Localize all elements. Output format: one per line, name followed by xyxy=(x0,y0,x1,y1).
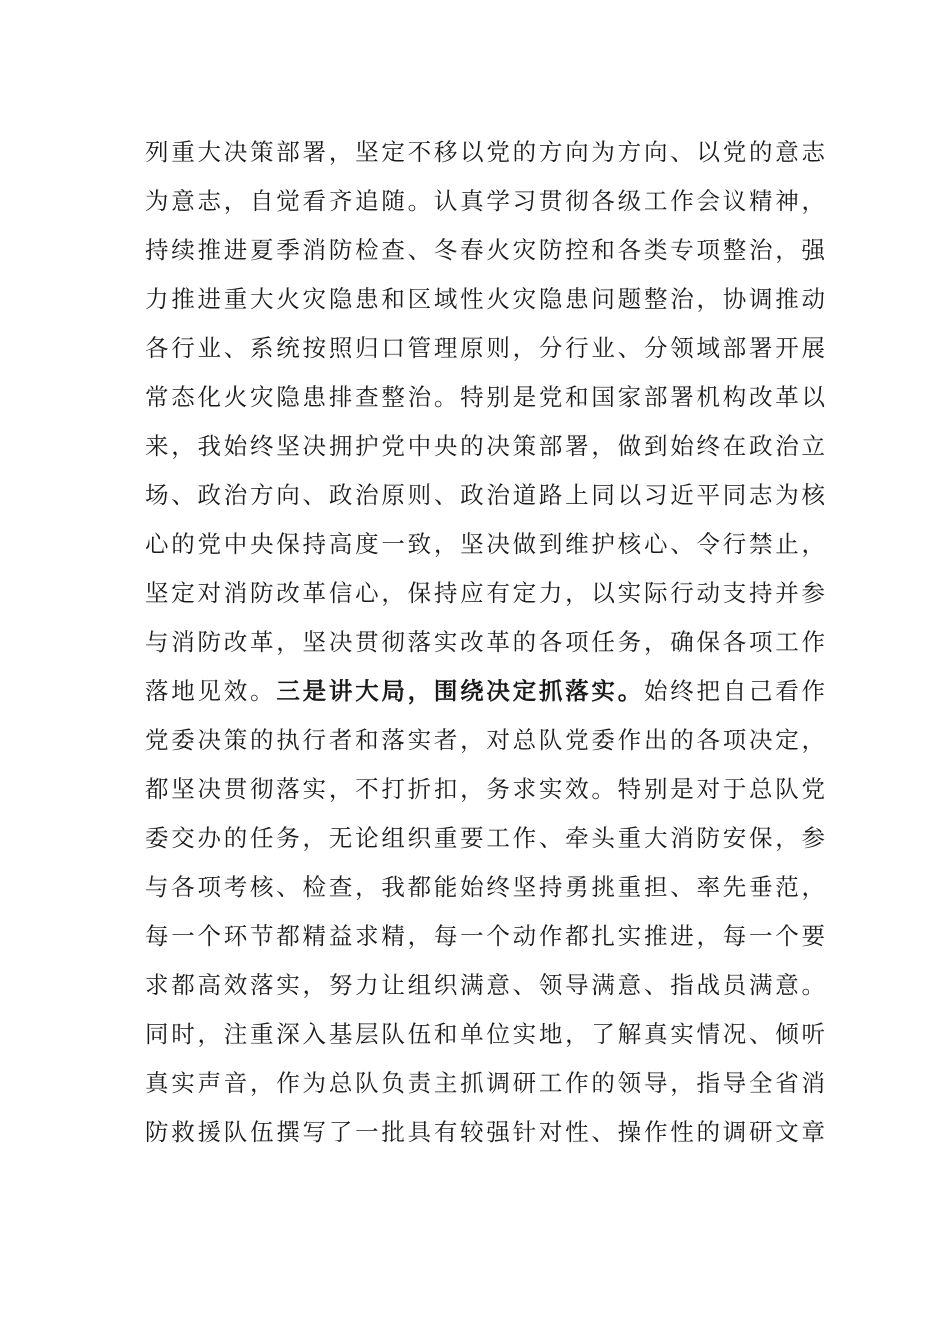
text-line: 力推进重大火灾隐患和区域性火灾隐患问题整治，协调推动 xyxy=(145,285,825,313)
text-line: 来，我始终坚决拥护党中央的决策部署，做到始终在政治立 xyxy=(145,432,825,460)
text-line: 委交办的任务，无论组织重要工作、牵头重大消防安保，参 xyxy=(145,824,825,852)
text-line: 求都高效落实，努力让组织满意、领导满意、指战员满意。 xyxy=(145,971,825,999)
text-line: 心的党中央保持高度一致，坚决做到维护核心、令行禁止， xyxy=(145,530,825,558)
text-line: 每一个环节都精益求精，每一个动作都扎实推进，每一个要 xyxy=(145,922,825,950)
text-line: 列重大决策部署，坚定不移以党的方向为方向、以党的意志 xyxy=(145,138,825,166)
text-line: 真实声音，作为总队负责主抓调研工作的领导，指导全省消 xyxy=(145,1069,825,1097)
text-line-with-heading xyxy=(145,667,825,716)
body-text xyxy=(145,128,825,1157)
text-line: 常态化火灾隐患排查整治。特别是党和国家部署机构改革以 xyxy=(145,383,825,411)
text-line: 各行业、系统按照归口管理原则，分行业、分领域部署开展 xyxy=(145,334,825,362)
text-line: 与各项考核、检查，我都能始终坚持勇挑重担、率先垂范， xyxy=(145,873,825,901)
bold-heading: 三是讲大局，围绕决定抓落实。 xyxy=(276,677,644,705)
text-segment: 落地见效。 xyxy=(145,677,277,705)
text-line: 防救援队伍撰写了一批具有较强针对性、操作性的调研文章 xyxy=(145,1118,825,1146)
text-line: 与消防改革，坚决贯彻落实改革的各项任务，确保各项工作 xyxy=(145,628,825,656)
text-segment: 始终把自己看作 xyxy=(643,677,826,705)
text-line: 坚定对消防改革信心，保持应有定力，以实际行动支持并参 xyxy=(145,579,825,607)
text-line: 都坚决贯彻落实，不打折扣，务求实效。特别是对于总队党 xyxy=(145,775,825,803)
text-line: 持续推进夏季消防检查、冬春火灾防控和各类专项整治，强 xyxy=(145,236,825,264)
text-line: 党委决策的执行者和落实者，对总队党委作出的各项决定， xyxy=(145,726,825,754)
text-line: 为意志，自觉看齐追随。认真学习贯彻各级工作会议精神， xyxy=(145,187,825,215)
text-line: 同时，注重深入基层队伍和单位实地，了解真实情况、倾听 xyxy=(145,1020,825,1048)
text-line: 场、政治方向、政治原则、政治道路上同以习近平同志为核 xyxy=(145,481,825,509)
